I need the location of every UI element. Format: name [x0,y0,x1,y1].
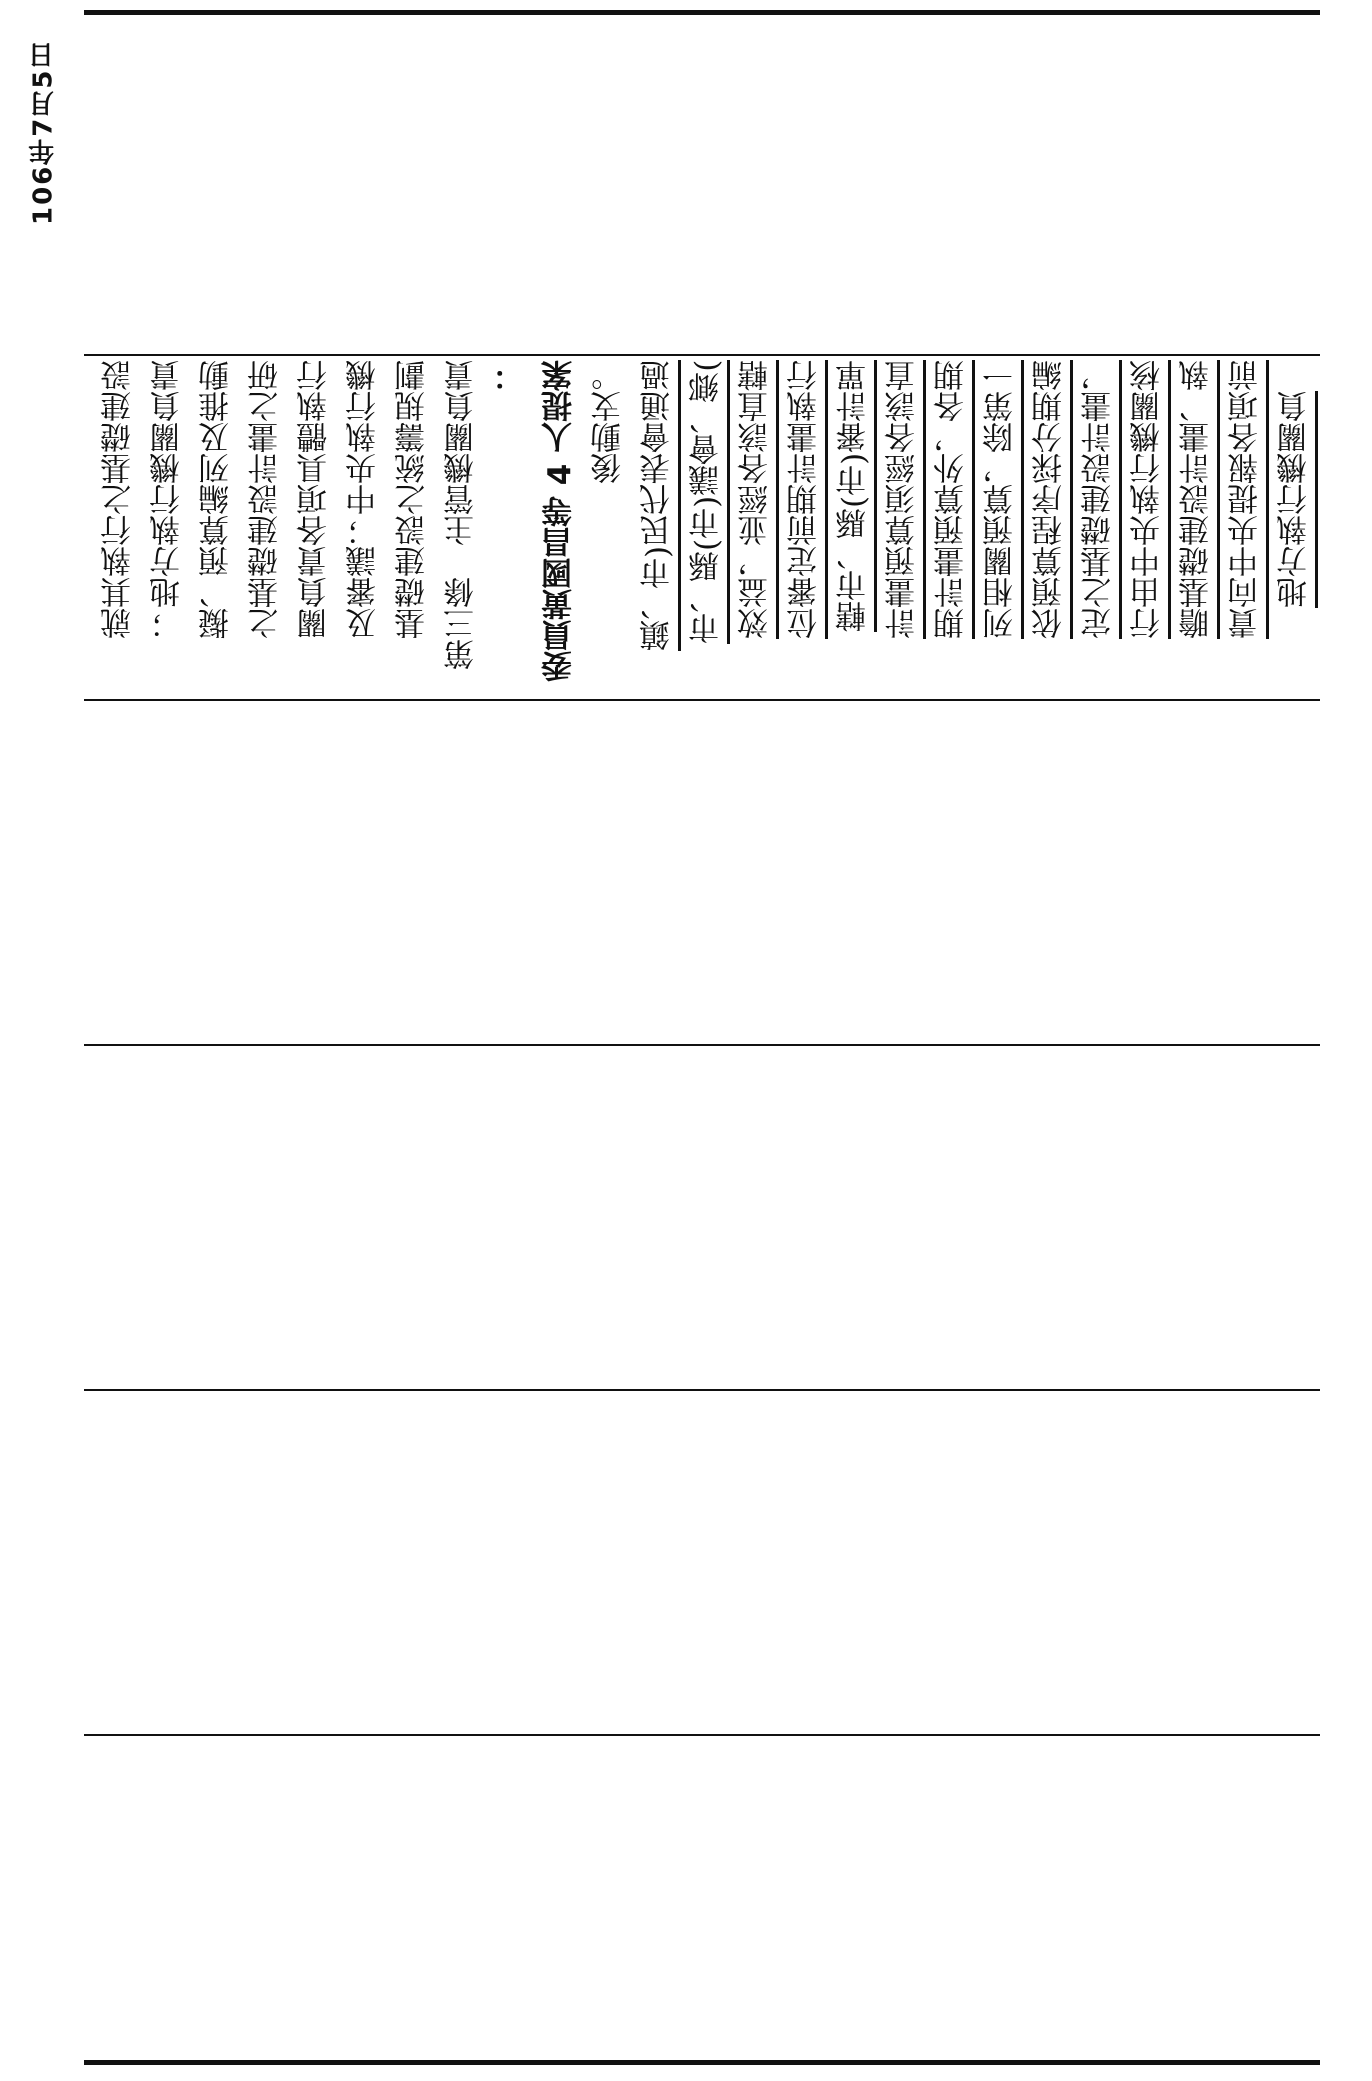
table-top-rule [84,10,1320,15]
proposal-line: 地方執行機關負 [1277,391,1313,608]
proposal-columns [95,360,1320,695]
row-rule-1 [84,354,1320,356]
proposal-line: 鎮、市)民代表會通過 [640,360,676,652]
article-line: 擬、預算編列及推動 [199,360,235,639]
article-line: ；地方執行機關負責 [150,360,186,639]
proposal-line: 定之基礎建設計畫， [1081,360,1117,639]
article-line: 基礎建設之統籌規劃 [395,360,431,639]
row-rule-4 [84,1389,1320,1391]
row-rule-5 [84,1734,1320,1736]
proposal-line: 列相關預算，除第一 [983,360,1019,639]
proposal-heading-colon: ： [493,360,529,391]
article-line: 關負責各項具體執行 [297,360,333,639]
article-line: 就其執行之基礎建設 [101,360,137,639]
proposal-line: 市、縣(市)議會、鄉( [689,360,725,645]
proposal-line: 瞻基礎建設計畫、執 [1179,360,1215,639]
row-rule-2 [84,699,1320,701]
table-bottom-rule [84,2060,1320,2065]
proposal-line: 依預算程序採分期編 [1032,360,1068,639]
article-line: 之基礎建設計畫之研 [248,360,284,639]
proposal-line: 行由中央執行機關核 [1130,360,1166,639]
proposal-line: 期計畫預算外，各期 [934,360,970,639]
page-date: 106年7月5日 [28,40,59,226]
proposal-line: 責向中央提報各項前 [1228,360,1264,639]
proposal-line: 效益，並經各該直轄 [738,360,774,639]
row-rule-3 [84,1044,1320,1046]
proposal-text-cell [95,360,1320,695]
article-line: 及審議；中央執行機 [346,360,382,639]
proposal-line: 後動支。 [591,360,627,484]
proposal-line: 轄市、縣(市)審計單 [836,360,872,633]
proposal-line: 位審定前期計畫執行 [787,360,823,639]
article-line: 第三條 主管機關負責 [444,360,480,670]
proposal-heading: 委員黃國昌等 4 人提案 [542,360,578,683]
proposal-line: 計畫預算須經各該直 [885,360,921,639]
